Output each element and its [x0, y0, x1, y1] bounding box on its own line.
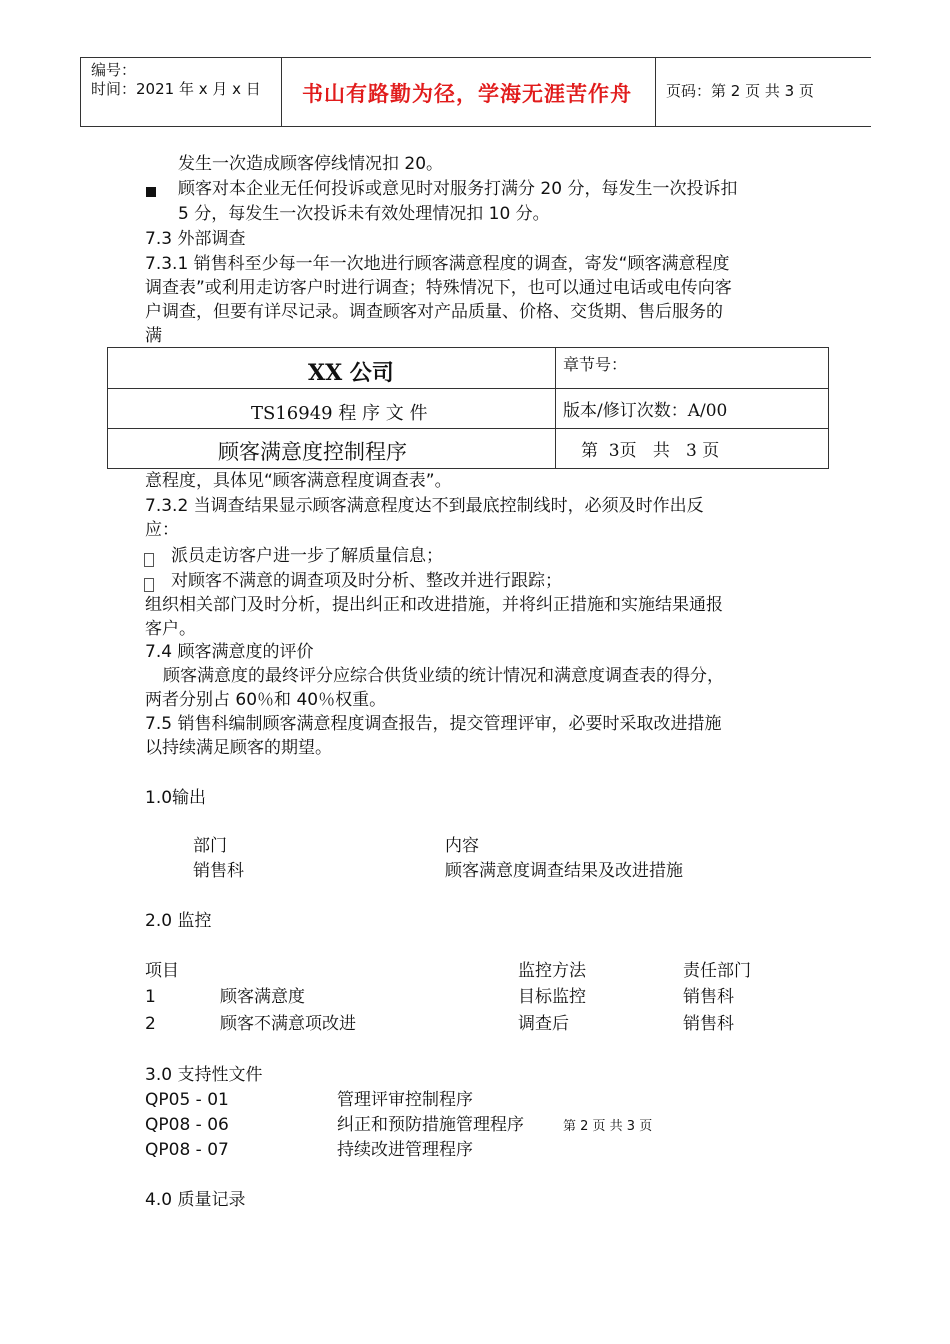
doc-name: 纠正和预防措施管理程序	[337, 1115, 524, 1135]
list-item: 对顾客不满意的调查项及时分析、整改并进行跟踪；	[171, 571, 562, 591]
time-label: 时间：2021 年 x 月 x 日	[91, 80, 261, 98]
table-cell: 1	[145, 987, 156, 1007]
doc-type: TS16949 程 序 文 件	[251, 403, 428, 424]
monitor-header-method: 监控方法	[518, 961, 586, 981]
text-line: 顾客满意度的最终评分应综合供货业绩的统计情况和满意度调查表的得分，	[163, 666, 724, 686]
header-motto-cell	[282, 58, 656, 126]
output-dept: 销售科	[193, 861, 244, 881]
text-line: 7.3.1 销售科至少每一年一次地进行顾客满意程度的调查，寄发“顾客满意程度	[145, 254, 730, 274]
page-header	[80, 57, 871, 127]
table-cell: 顾客不满意项改进	[220, 1014, 356, 1034]
bullet-glyph-icon	[144, 549, 154, 568]
bullet-glyph-icon	[144, 574, 154, 593]
section-heading: 7.3 外部调查	[145, 229, 246, 249]
bullet-square-icon	[146, 181, 156, 200]
doc-name: 管理评审控制程序	[337, 1090, 473, 1110]
doc-code: QP08 - 07	[145, 1140, 229, 1160]
text-line: 两者分别占 60％和 40％权重。	[145, 690, 387, 710]
company-name: XX 公司	[308, 360, 394, 386]
table-row	[108, 428, 828, 468]
output-col-content: 内容	[445, 836, 479, 856]
text-line: 意程度，具体见“顾客满意程度调查表”。	[145, 471, 452, 491]
section-heading: 2.0 监控	[145, 911, 212, 931]
text-line: 满	[145, 326, 162, 346]
table-cell: 目标监控	[518, 987, 586, 1007]
doc-code: QP05 - 01	[145, 1090, 229, 1110]
text-line: 组织相关部门及时分析，提出纠正和改进措施，并将纠正措施和实施结果通报	[145, 595, 723, 615]
document-info-table	[107, 347, 829, 469]
text-line: 7.5 销售科编制顾客满意程度调查报告，提交管理评审，必要时采取改进措施	[145, 714, 722, 734]
text-line: 客户。	[145, 619, 196, 639]
table-cell: 顾客满意度	[220, 987, 305, 1007]
serial-label: 编号：	[91, 61, 137, 79]
table-cell: 销售科	[683, 1014, 734, 1034]
text-line: 发生一次造成顾客停线情况扣 20。	[178, 154, 444, 174]
section-heading: 4.0 质量记录	[145, 1190, 246, 1210]
version-label: 版本/修订次数：A/00	[563, 401, 728, 421]
page-note: 第 2 页 共 3 页	[563, 1119, 653, 1134]
table-row	[108, 388, 828, 429]
list-item: 派员走访客户进一步了解质量信息；	[171, 546, 443, 566]
monitor-header-item: 项目	[145, 961, 179, 981]
table-cell: 销售科	[683, 987, 734, 1007]
text-line: 5 分，每发生一次投诉未有效处理情况扣 10 分。	[178, 204, 550, 224]
header-meta-cell	[81, 58, 282, 126]
text-line: 7.3.2 当调查结果显示顾客满意程度达不到最底控制线时，必须及时作出反	[145, 496, 704, 516]
monitor-header-dept: 责任部门	[683, 961, 751, 981]
section-heading: 7.4 顾客满意度的评价	[145, 642, 314, 662]
section-heading: 1.0输出	[145, 788, 207, 808]
text-line: 应：	[145, 520, 179, 540]
doc-title: 顾客满意度控制程序	[218, 440, 407, 464]
chapter-label: 章节号：	[563, 355, 628, 374]
doc-page: 第 3页 共 3 页	[581, 441, 720, 461]
section-heading: 3.0 支持性文件	[145, 1065, 263, 1085]
output-content: 顾客满意度调查结果及改进措施	[445, 861, 683, 881]
header-page-cell	[656, 58, 871, 126]
page-label: 页码：第 2 页 共 3 页	[666, 82, 814, 100]
doc-code: QP08 - 06	[145, 1115, 229, 1135]
doc-name: 持续改进管理程序	[337, 1140, 473, 1160]
table-row	[108, 348, 828, 389]
output-col-dept: 部门	[193, 836, 227, 856]
motto: 书山有路勤为径，学海无涯苦作舟	[302, 82, 632, 106]
text-line: 调查表”或利用走访客户时进行调查；特殊情况下，也可以通过电话或电传向客	[145, 278, 732, 298]
text-line: 户调查，但要有详尽记录。调查顾客对产品质量、价格、交货期、售后服务的	[145, 302, 723, 322]
text-line: 以持续满足顾客的期望。	[145, 738, 332, 758]
table-cell: 调查后	[518, 1014, 569, 1034]
text-line: 顾客对本企业无任何投诉或意见时对服务打满分 20 分，每发生一次投诉扣	[178, 179, 738, 199]
table-cell: 2	[145, 1014, 156, 1034]
